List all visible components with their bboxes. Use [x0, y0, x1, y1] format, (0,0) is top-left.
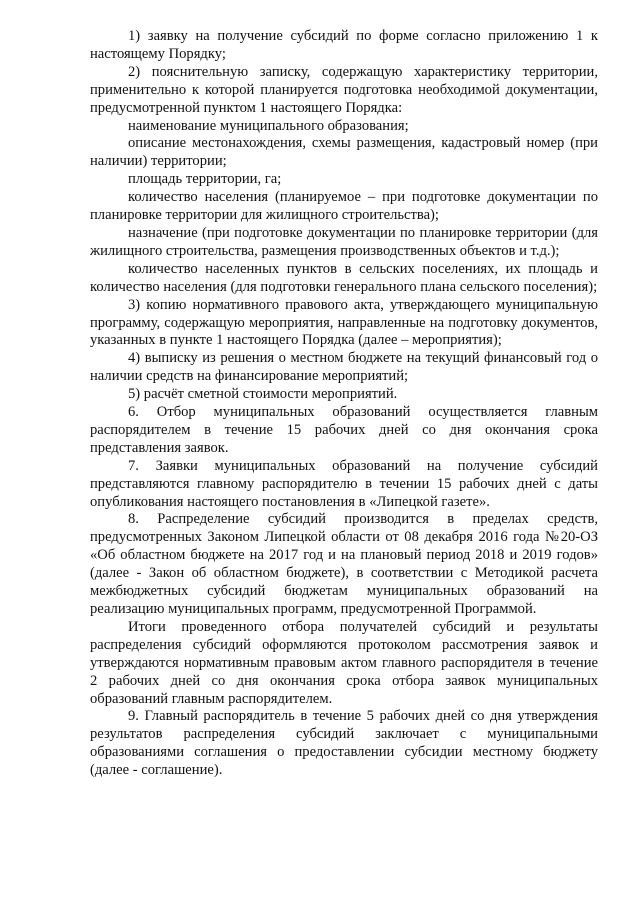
paragraph-section-9-agreement: 9. Главный распорядитель в течение 5 рабочих дней со дня утверждения результатов распределения субсидий заключает с муниципальными образованиями соглашения о предоставлении субсидии местному бюджету (далее - соглашение).	[90, 708, 598, 779]
paragraph-item-1-application: 1) заявку на получение субсидий по форме согласно приложению 1 к настоящему Порядку;	[90, 28, 598, 62]
paragraph-item-5-cost-estimate: 5) расчёт сметной стоимости мероприятий.	[128, 386, 398, 403]
paragraph-population: количество населения (планируемое – при подготовке документации по планировке территории для жилищного строительства);	[90, 189, 598, 224]
document-page	[90, 28, 598, 780]
paragraph-selection-results: Итоги проведенного отбора получателей субсидий и результаты распределения субсидий оформляются протоколом рассмотрения заявок и утверждаются нормативным правовым актом главного распорядителя в течение 2 рабочих дней со дня окончания срока отбора заявок муниципальных образований главным распорядителем.	[90, 618, 598, 707]
paragraph-location-description: описание местонахождения, схемы размещения, кадастровый номер (при наличии) территории;	[90, 135, 598, 170]
paragraph-purpose: назначение (при подготовке документации по планировке территории (для жилищного строительства, размещения производственных объектов и т.д.);	[90, 224, 598, 259]
paragraph-section-7-applications: 7. Заявки муниципальных образований на получение субсидий представляются главному распорядителю в течении 15 рабочих дней с даты опубликования настоящего постановления в «Липецкой газете».	[90, 457, 598, 510]
paragraph-territory-area: площадь территории, га;	[128, 171, 282, 188]
paragraph-item-4-budget-extract: 4) выписку из решения о местном бюджете на текущий финансовый год о наличии средств на финансирование мероприятий;	[90, 350, 598, 385]
paragraph-item-2-explanatory-note: 2) пояснительную записку, содержащую характеристику территории, применительно к которой планируется подготовка необходимой документации, предусмотренной пунктом 1 настоящего Порядка:	[90, 63, 598, 116]
paragraph-settlements-count: количество населенных пунктов в сельских поселениях, их площадь и количество населения (для подготовки генерального плана сельского поселения);	[90, 260, 598, 295]
paragraph-item-3-legal-act: 3) копию нормативного правового акта, утверждающего муниципальную программу, содержащую мероприятия, направленные на подготовку документов, указанных в пункте 1 настоящего Порядка (далее – мероприятия);	[90, 296, 598, 349]
paragraph-section-8-distribution: 8. Распределение субсидий производится в пределах средств, предусмотренных Законом Липецкой области от 08 декабря 2016 года №20-ОЗ «Об областном бюджете на 2017 год и на плановый период 2018 и 2019 годов» (далее - Закон об областном бюджете), в соответствии с Методикой расчета межбюджетных субсидий бюджетам муниципальных образований на реализацию муниципальных программ, предусмотренной Программой.	[90, 511, 598, 617]
paragraph-section-6-selection: 6. Отбор муниципальных образований осуществляется главным распорядителем в течение 15 рабочих дней со дня окончания срока представления заявок.	[90, 404, 598, 456]
paragraph-municipality-name: наименование муниципального образования;	[128, 117, 409, 134]
